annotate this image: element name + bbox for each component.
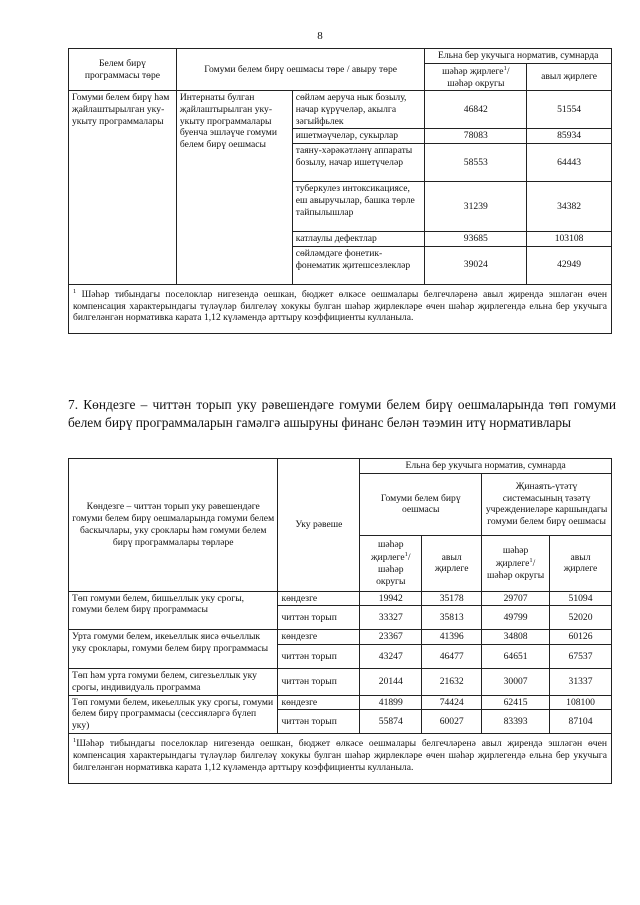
t2-value: 55874 [360,710,422,734]
page-number: 8 [317,30,323,42]
t2-value: 60027 [422,710,482,734]
t2-value: 60126 [550,630,612,645]
t2-value: 51094 [550,591,612,606]
t1-rural-value: 64443 [527,144,612,182]
t1-org-type: Интернаты булган җайлаштырылган уку-укыту программалары буенча эшләүче гомуми белем бирү оешмасы [176,91,292,285]
t2-value: 31337 [550,669,612,695]
t2-value: 43247 [360,645,422,669]
t1-disease: сөйләм аеруча нык бозылу, начар күрүчеләр, акылга зәгыйфьлек [292,91,425,129]
t2-header-corrections-org: Җинаять-үтәтү системасының тәзәтү учреждениеләре каршындагы гомуми белем бирү оешмасы [482,473,612,535]
t2-value: 20144 [360,669,422,695]
t2-value: 41396 [422,630,482,645]
t1-footnote: $^1$ Шәһәр тибындагы поселоклар нигезендә оешкан, бюджет өлкәсе оешмалары белгечләренә авыл җирендә эшләгән өчен компенсация характерындагы түләүләр билгеләү хокукы булган шәһәр җирлекләре өчен шәһәр җирлегендә ельна бер укучыга билгеләнгән нормативка карата 1,12 күләмендә арттыру коэффициенты кулланыла. [69,284,612,333]
t2-form: читтән торып [278,710,360,734]
t2-program: Урта гомуми белем, икеьеллык яисә өчьеллык уку сроклары, гомуми белем бирү программасы [69,630,278,669]
t2-value: 41899 [360,695,422,710]
t2-value: 74424 [422,695,482,710]
t2-value: 30007 [482,669,550,695]
t2-value: 19942 [360,591,422,606]
t2-value: 49799 [482,606,550,630]
t1-urban-value: 46842 [425,91,527,129]
t1-disease: катлаулы дефектлар [292,232,425,247]
section-heading: 7. Көндезге – читтән торып уку рәвешендәге гомуми белем бирү оешмаларында төп гомуми белем бирү программаларын гамәлгә ашыруны финанс белән тәэмин итү нормативлары [68,397,616,431]
t1-header-rural: авыл җирлеге [527,63,612,91]
t2-header-urban: шәһәр җирлеге$^1$/ шәһәр округы [482,535,550,591]
t2-value: 35813 [422,606,482,630]
t2-header-urban: шәһәр җирлеге$^1$/ шәһәр округы [360,535,422,591]
t1-disease: ишетмәүчеләр, сукырлар [292,129,425,144]
t2-header-program: Көндезге – читтән торып уку рәвешендәге гомуми белем бирү оешмаларында гомуми белем баскычлары, уку сроклары һәм гомуми белем бирү программалары төрләре [69,459,278,592]
t2-value: 46477 [422,645,482,669]
t2-value: 29707 [482,591,550,606]
t2-value: 33327 [360,606,422,630]
t2-value: 62415 [482,695,550,710]
norms-table-2 [68,458,612,784]
t2-header-general-org: Гомуми белем бирү оешмасы [360,473,482,535]
t2-value: 67537 [550,645,612,669]
t1-urban-value: 78083 [425,129,527,144]
t1-disease: туберкулез интоксикациясе, еш авыручылар, башка төрле тайпылышлар [292,182,425,232]
t1-header-urban: шәһәр җирлеге$^1$/ шәһәр округы [425,63,527,91]
t2-value: 21632 [422,669,482,695]
t2-header-norm: Ельна бер укучыга норматив, сумнарда [360,459,612,474]
t1-urban-value: 31239 [425,182,527,232]
t1-disease: сөйләмдәге фонетик-фонематик җитешсезлекләр [292,246,425,284]
t1-header-program-type: Белем бирү программасы төре [69,49,177,91]
t1-header-norm: Ельна бер укучыга норматив, сумнарда [425,49,612,64]
t2-form: көндезге [278,695,360,710]
t2-form: читтән торып [278,669,360,695]
t1-header-org-type: Гомуми белем бирү оешмасы төре / авыру төре [176,49,425,91]
t2-form: читтән торып [278,645,360,669]
t2-form: читтән торып [278,606,360,630]
t2-value: 83393 [482,710,550,734]
t2-header-rural: авыл җирлеге [550,535,612,591]
t2-value: 64651 [482,645,550,669]
t2-value: 108100 [550,695,612,710]
t2-header-rural: авыл җирлеге [422,535,482,591]
t1-rural-value: 103108 [527,232,612,247]
t1-disease: таяну-хәрәкәтләнү аппараты бозылу, начар ишетүчеләр [292,144,425,182]
t2-value: 35178 [422,591,482,606]
t2-program: Төп һәм урта гомуми белем, сигезьеллык уку срогы, индивидуаль программа [69,669,278,695]
t2-program: Төп гомуми белем, бишьеллык уку срогы, гомуми белем бирү программасы [69,591,278,630]
t1-rural-value: 85934 [527,129,612,144]
t2-footnote: $^1$Шәһәр тибындагы поселоклар нигезендә оешкан, бюджет өлкәсе оешмалары белгечләренә авыл җирендә эшләгән өчен компенсация характерындагы түләүләр билгеләү хокукы булган шәһәр җирлекләре өчен шәһәр җирлегендә ельна бер укучыга билгеләнгән нормативка карата 1,12 күләмендә арттыру коэффициенты кулланыла. [69,734,612,783]
t2-form: көндезге [278,630,360,645]
t1-urban-value: 58553 [425,144,527,182]
t2-header-form: Уку рәвеше [278,459,360,592]
t2-program: Төп гомуми белем, икеьеллык уку срогы, гомуми белем бирү программасы (сессияләргә бүлеп уку) [69,695,278,734]
t1-rural-value: 34382 [527,182,612,232]
t1-urban-value: 93685 [425,232,527,247]
norms-table-1 [68,48,612,334]
t2-value: 34808 [482,630,550,645]
t2-value: 52020 [550,606,612,630]
t2-value: 87104 [550,710,612,734]
t1-rural-value: 51554 [527,91,612,129]
t2-value: 23367 [360,630,422,645]
t2-form: көндезге [278,591,360,606]
t1-rural-value: 42949 [527,246,612,284]
t1-program-type: Гомуми белем бирү һәм җайлаштырылган укy-укыту программалары [69,91,177,285]
t1-urban-value: 39024 [425,246,527,284]
